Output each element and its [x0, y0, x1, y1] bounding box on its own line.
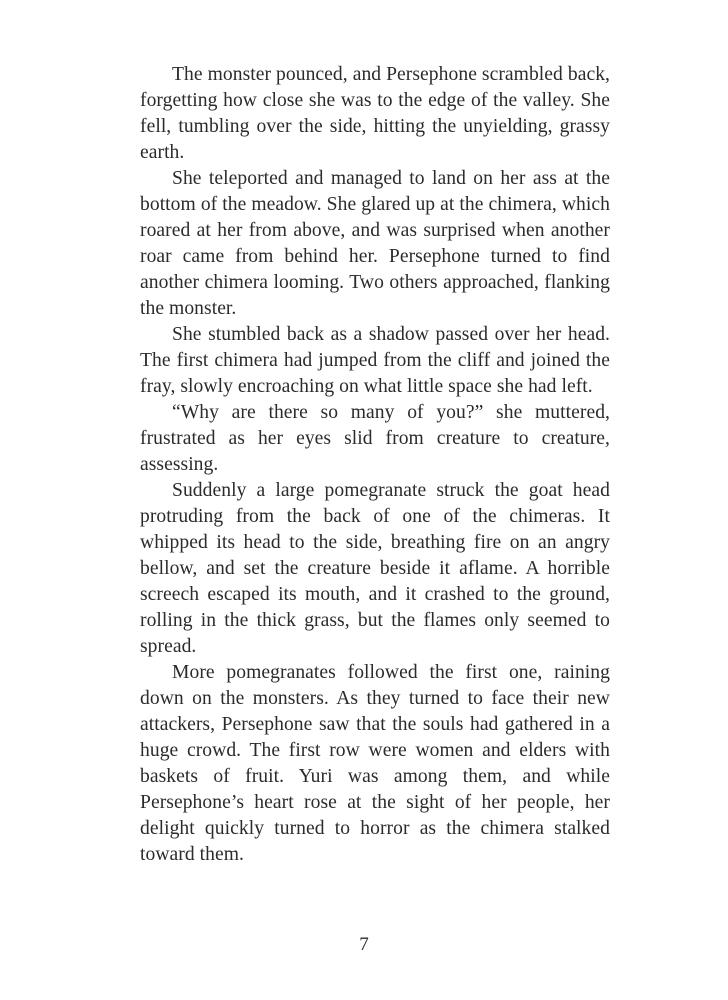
paragraph-6: More pomegranates followed the first one, raining down on the monsters. As they turned to face their new attackers, Persephone saw that the souls had gathered in a huge crowd. The first row were women and elders with baskets of fruit. Yuri was among them, and while Persephone’s heart rose at the sight of her people, her delight quickly turned to horror as the chimera stalked toward them. — [140, 662, 610, 865]
paragraph-2: She teleported and managed to land on her ass at the bottom of the meadow. She glared up at the chimera, which roared at her from above, and was surprised when another roar came from behind her. Persephone turned to find another chimera looming. Two others approached, flanking the monster. — [140, 168, 610, 319]
paragraph-5: Suddenly a large pomegranate struck the goat head protruding from the back of one of the chimeras. It whipped its head to the side, breathing fire on an angry bellow, and set the creature beside it aflame. A horrible screech escaped its mouth, and it crashed to the ground, rolling in the thick grass, but the flames only seemed to spread. — [140, 480, 610, 657]
paragraph-4: “Why are there so many of you?” she muttered, frustrated as her eyes slid from creature to creature, assessing. — [140, 402, 610, 475]
body-text — [140, 62, 610, 868]
paragraph-1: The monster pounced, and Persephone scrambled back, forgetting how close she was to the edge of the valley. She fell, tumbling over the side, hitting the unyielding, grassy earth. — [140, 64, 610, 163]
page-number: 7 — [359, 934, 369, 955]
paragraph-3: She stumbled back as a shadow passed over her head. The first chimera had jumped from the cliff and joined the fray, slowly encroaching on what little space she had left. — [140, 324, 610, 397]
